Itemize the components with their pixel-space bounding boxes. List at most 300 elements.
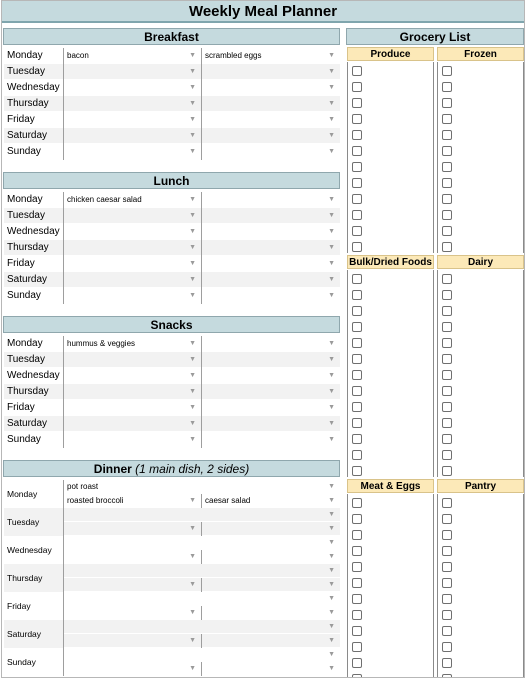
lunch-item-1-dropdown[interactable] (64, 256, 202, 272)
breakfast-item-2-dropdown[interactable] (202, 128, 340, 144)
checkbox-icon[interactable] (442, 594, 452, 604)
lunch-item-2-dropdown[interactable] (202, 272, 340, 288)
lunch-item-2-dropdown[interactable] (202, 288, 340, 304)
day-label: Friday (4, 592, 64, 620)
dinner-row-thursday (4, 564, 340, 592)
dropdown-arrow-icon[interactable]: ▼ (189, 525, 196, 532)
checkbox-icon[interactable] (442, 610, 452, 620)
checkbox-icon[interactable] (442, 322, 452, 332)
checkbox-icon[interactable] (352, 578, 362, 588)
day-label: Saturday (4, 620, 64, 648)
dinner-dishes (64, 564, 340, 592)
dropdown-arrow-icon[interactable]: ▼ (189, 68, 196, 75)
day-label: Friday (4, 112, 64, 128)
dropdown-value: caesar salad (205, 496, 251, 505)
side-dish-1-dropdown[interactable] (64, 550, 202, 564)
side-dish-1-dropdown[interactable] (64, 494, 202, 508)
main-dish-dropdown[interactable] (64, 648, 340, 662)
dinner-title: Dinner (93, 461, 132, 476)
dinner-row-wednesday (4, 536, 340, 564)
page-title: Weekly Meal Planner (2, 1, 524, 23)
dinner-sides-row (64, 606, 340, 620)
snacks-row-monday (4, 336, 340, 352)
lunch-row-thursday (4, 240, 340, 256)
checkbox-icon[interactable] (352, 498, 362, 508)
snacks-item-2-dropdown[interactable] (202, 416, 340, 432)
snacks-item-1-dropdown[interactable] (64, 400, 202, 416)
checkbox-icon[interactable] (352, 322, 362, 332)
dinner-dishes (64, 508, 340, 536)
checkbox-icon[interactable] (442, 290, 452, 300)
lunch-item-1-dropdown[interactable] (64, 208, 202, 224)
dropdown-arrow-icon[interactable]: ▼ (189, 497, 196, 504)
dropdown-arrow-icon[interactable]: ▼ (189, 404, 196, 411)
dropdown-arrow-icon[interactable]: ▼ (189, 196, 196, 203)
breakfast-item-2-dropdown[interactable] (202, 80, 340, 96)
breakfast-item-1-dropdown[interactable] (64, 144, 202, 160)
dropdown-arrow-icon[interactable]: ▼ (328, 84, 335, 91)
checkbox-icon[interactable] (442, 546, 452, 556)
checkbox-icon[interactable] (352, 450, 362, 460)
dropdown-arrow-icon[interactable]: ▼ (328, 567, 335, 574)
checkbox-icon[interactable] (352, 114, 362, 124)
category-name: Meat & Eggs (360, 480, 421, 492)
snacks-row-saturday (4, 416, 340, 432)
dinner-row-saturday (4, 620, 340, 648)
day-label: Tuesday (4, 352, 64, 368)
dropdown-arrow-icon[interactable]: ▼ (328, 623, 335, 630)
checkbox-icon[interactable] (352, 418, 362, 428)
meal-planner-sheet (1, 0, 525, 678)
checkbox-icon[interactable] (442, 642, 452, 652)
dropdown-arrow-icon[interactable]: ▼ (328, 52, 335, 59)
checkbox-icon[interactable] (442, 418, 452, 428)
dropdown-value: scrambled eggs (205, 51, 262, 60)
dropdown-value: bacon (67, 51, 89, 60)
dropdown-arrow-icon[interactable]: ▼ (328, 581, 335, 588)
dropdown-arrow-icon[interactable]: ▼ (189, 388, 196, 395)
checkbox-icon[interactable] (442, 226, 452, 236)
checkbox-icon[interactable] (352, 354, 362, 364)
dropdown-arrow-icon[interactable]: ▼ (189, 436, 196, 443)
snacks-item-2-dropdown[interactable] (202, 352, 340, 368)
checkbox-icon[interactable] (442, 530, 452, 540)
checkbox-icon[interactable] (352, 242, 362, 252)
dropdown-arrow-icon[interactable]: ▼ (328, 244, 335, 251)
category-header-produce (347, 47, 434, 61)
category-name: Pantry (464, 480, 497, 492)
checkbox-icon[interactable] (442, 114, 452, 124)
category-checklist-pantry (437, 494, 524, 677)
checkbox-icon[interactable] (442, 66, 452, 76)
dropdown-arrow-icon[interactable]: ▼ (328, 260, 335, 267)
snacks-item-1-dropdown[interactable] (64, 368, 202, 384)
grocery-title: Grocery List (399, 29, 471, 44)
dinner-main-row (64, 480, 340, 494)
dropdown-arrow-icon[interactable]: ▼ (189, 212, 196, 219)
side-dish-1-dropdown[interactable] (64, 634, 202, 648)
lunch-item-1-dropdown[interactable] (64, 240, 202, 256)
main-dish-dropdown[interactable] (64, 564, 340, 578)
dropdown-arrow-icon[interactable]: ▼ (328, 372, 335, 379)
category-header-meat-eggs (347, 479, 434, 493)
checkbox-icon[interactable] (352, 546, 362, 556)
breakfast-item-1-dropdown[interactable] (64, 96, 202, 112)
dropdown-arrow-icon[interactable]: ▼ (328, 356, 335, 363)
category-header-frozen (437, 47, 524, 61)
dropdown-arrow-icon[interactable]: ▼ (328, 637, 335, 644)
checkbox-icon[interactable] (442, 658, 452, 668)
day-label: Thursday (4, 384, 64, 400)
dropdown-arrow-icon[interactable]: ▼ (328, 497, 335, 504)
dropdown-arrow-icon[interactable]: ▼ (328, 436, 335, 443)
checkbox-icon[interactable] (442, 82, 452, 92)
dropdown-arrow-icon[interactable]: ▼ (328, 196, 335, 203)
checkbox-icon[interactable] (352, 626, 362, 636)
snacks-item-2-dropdown[interactable] (202, 336, 340, 352)
day-label: Monday (4, 192, 64, 208)
checkbox-icon[interactable] (352, 290, 362, 300)
dropdown-arrow-icon[interactable]: ▼ (328, 132, 335, 139)
dinner-sides-row (64, 522, 340, 536)
lunch-row-friday (4, 256, 340, 272)
dinner-row-friday (4, 592, 340, 620)
checkbox-icon[interactable] (352, 338, 362, 348)
breakfast-item-2-dropdown[interactable] (202, 48, 340, 64)
checkbox-icon[interactable] (352, 610, 362, 620)
checkbox-icon[interactable] (442, 130, 452, 140)
dropdown-arrow-icon[interactable]: ▼ (328, 525, 335, 532)
side-dish-1-dropdown[interactable] (64, 662, 202, 676)
checkbox-icon[interactable] (442, 370, 452, 380)
lunch-item-2-dropdown[interactable] (202, 256, 340, 272)
side-dish-2-dropdown[interactable] (202, 662, 340, 676)
dropdown-arrow-icon[interactable]: ▼ (189, 609, 196, 616)
dropdown-arrow-icon[interactable]: ▼ (189, 292, 196, 299)
dropdown-arrow-icon[interactable]: ▼ (328, 116, 335, 123)
snacks-item-2-dropdown[interactable] (202, 432, 340, 448)
dropdown-arrow-icon[interactable]: ▼ (189, 553, 196, 560)
checkbox-icon[interactable] (352, 658, 362, 668)
dinner-note: (1 main dish, 2 sides) (135, 461, 250, 476)
day-label: Wednesday (4, 224, 64, 240)
snacks-item-1-dropdown[interactable] (64, 416, 202, 432)
checkbox-icon[interactable] (442, 466, 452, 476)
checkbox-icon[interactable] (442, 162, 452, 172)
dinner-sides-row (64, 634, 340, 648)
checkbox-icon[interactable] (352, 178, 362, 188)
dropdown-arrow-icon[interactable]: ▼ (328, 553, 335, 560)
checkbox-icon[interactable] (352, 130, 362, 140)
breakfast-row-friday (4, 112, 340, 128)
day-label: Saturday (4, 272, 64, 288)
side-dish-2-dropdown[interactable] (202, 494, 340, 508)
checkbox-icon[interactable] (442, 498, 452, 508)
dropdown-arrow-icon[interactable]: ▼ (328, 148, 335, 155)
dinner-main-row (64, 508, 340, 522)
breakfast-row-monday (4, 48, 340, 64)
dropdown-arrow-icon[interactable]: ▼ (328, 595, 335, 602)
checkbox-icon[interactable] (442, 434, 452, 444)
category-name: Dairy (467, 256, 493, 268)
day-label: Thursday (4, 96, 64, 112)
dropdown-arrow-icon[interactable]: ▼ (189, 260, 196, 267)
checkbox-icon[interactable] (352, 82, 362, 92)
dropdown-value: hummus & veggies (67, 339, 136, 348)
dropdown-arrow-icon[interactable]: ▼ (189, 581, 196, 588)
snacks-row-thursday (4, 384, 340, 400)
day-label: Sunday (4, 144, 64, 160)
lunch-item-1-dropdown[interactable] (64, 272, 202, 288)
lunch-item-2-dropdown[interactable] (202, 192, 340, 208)
checkbox-icon[interactable] (442, 146, 452, 156)
snacks-item-1-dropdown[interactable] (64, 336, 202, 352)
breakfast-row-sunday (4, 144, 340, 160)
breakfast-row-tuesday (4, 64, 340, 80)
checkbox-icon[interactable] (352, 98, 362, 108)
day-label: Saturday (4, 128, 64, 144)
dropdown-arrow-icon[interactable]: ▼ (328, 228, 335, 235)
dinner-main-row (64, 592, 340, 606)
checkbox-icon[interactable] (442, 98, 452, 108)
dropdown-arrow-icon[interactable]: ▼ (189, 637, 196, 644)
category-name: Bulk/Dried Foods (349, 256, 432, 268)
day-label: Saturday (4, 416, 64, 432)
checkbox-icon[interactable] (352, 514, 362, 524)
dinner-dishes (64, 620, 340, 648)
checkbox-icon[interactable] (442, 578, 452, 588)
category-checklist-frozen (437, 62, 524, 253)
dropdown-arrow-icon[interactable]: ▼ (328, 651, 335, 658)
category-name: Frozen (464, 48, 497, 60)
snacks-header (3, 316, 340, 333)
dinner-header (3, 460, 340, 477)
dinner-main-row (64, 648, 340, 662)
dropdown-arrow-icon[interactable]: ▼ (189, 420, 196, 427)
breakfast-item-1-dropdown[interactable] (64, 80, 202, 96)
day-label: Monday (4, 480, 64, 508)
lunch-row-sunday (4, 288, 340, 304)
checkbox-icon[interactable] (442, 386, 452, 396)
checkbox-icon[interactable] (442, 194, 452, 204)
breakfast-item-2-dropdown[interactable] (202, 144, 340, 160)
snacks-item-2-dropdown[interactable] (202, 400, 340, 416)
breakfast-item-2-dropdown[interactable] (202, 96, 340, 112)
side-dish-1-dropdown[interactable] (64, 606, 202, 620)
day-label: Sunday (4, 288, 64, 304)
dropdown-arrow-icon[interactable]: ▼ (189, 340, 196, 347)
dropdown-arrow-icon[interactable]: ▼ (189, 276, 196, 283)
dropdown-arrow-icon[interactable]: ▼ (328, 404, 335, 411)
category-checklist-bulk-dried-foods (347, 270, 434, 477)
dropdown-arrow-icon[interactable]: ▼ (328, 539, 335, 546)
checkbox-icon[interactable] (352, 434, 362, 444)
dropdown-arrow-icon[interactable]: ▼ (328, 420, 335, 427)
checkbox-icon[interactable] (352, 562, 362, 572)
checkbox-icon[interactable] (442, 306, 452, 316)
dropdown-arrow-icon[interactable]: ▼ (189, 244, 196, 251)
checkbox-icon[interactable] (442, 514, 452, 524)
dropdown-value: roasted broccoli (67, 496, 124, 505)
side-dish-1-dropdown[interactable] (64, 522, 202, 536)
checkbox-icon[interactable] (352, 530, 362, 540)
dropdown-arrow-icon[interactable]: ▼ (189, 84, 196, 91)
dropdown-arrow-icon[interactable]: ▼ (189, 148, 196, 155)
dropdown-arrow-icon[interactable]: ▼ (328, 340, 335, 347)
breakfast-item-1-dropdown[interactable] (64, 64, 202, 80)
dinner-main-row (64, 564, 340, 578)
snacks-item-1-dropdown[interactable] (64, 352, 202, 368)
lunch-row-saturday (4, 272, 340, 288)
dropdown-arrow-icon[interactable]: ▼ (328, 212, 335, 219)
category-checklist-produce (347, 62, 434, 253)
category-name: Produce (370, 48, 411, 60)
checkbox-icon[interactable] (442, 338, 452, 348)
dropdown-arrow-icon[interactable]: ▼ (189, 228, 196, 235)
breakfast-item-1-dropdown[interactable] (64, 48, 202, 64)
checkbox-icon[interactable] (442, 242, 452, 252)
dinner-dishes (64, 648, 340, 676)
category-header-bulk-dried-foods (347, 255, 434, 269)
lunch-item-1-dropdown[interactable] (64, 224, 202, 240)
breakfast-item-2-dropdown[interactable] (202, 112, 340, 128)
snacks-item-2-dropdown[interactable] (202, 384, 340, 400)
side-dish-2-dropdown[interactable] (202, 578, 340, 592)
main-dish-dropdown[interactable] (64, 592, 340, 606)
day-label: Wednesday (4, 536, 64, 564)
main-dish-dropdown[interactable] (64, 480, 340, 494)
snacks-row-sunday (4, 432, 340, 448)
lunch-row-tuesday (4, 208, 340, 224)
checkbox-icon[interactable] (352, 194, 362, 204)
checkbox-icon[interactable] (352, 466, 362, 476)
dinner-sides-row (64, 662, 340, 676)
dropdown-arrow-icon[interactable]: ▼ (189, 372, 196, 379)
dinner-dishes (64, 480, 340, 508)
checkbox-icon[interactable] (442, 674, 452, 678)
dropdown-arrow-icon[interactable]: ▼ (328, 100, 335, 107)
lunch-item-2-dropdown[interactable] (202, 240, 340, 256)
snacks-item-1-dropdown[interactable] (64, 384, 202, 400)
checkbox-icon[interactable] (352, 642, 362, 652)
main-dish-dropdown[interactable] (64, 536, 340, 550)
checkbox-icon[interactable] (352, 306, 362, 316)
breakfast-title: Breakfast (144, 29, 199, 44)
dropdown-arrow-icon[interactable]: ▼ (189, 356, 196, 363)
checkbox-icon[interactable] (442, 178, 452, 188)
day-label: Tuesday (4, 508, 64, 536)
checkbox-icon[interactable] (352, 162, 362, 172)
main-dish-dropdown[interactable] (64, 620, 340, 634)
checkbox-icon[interactable] (352, 594, 362, 604)
category-checklist-meat-eggs (347, 494, 434, 677)
checkbox-icon[interactable] (352, 226, 362, 236)
dropdown-arrow-icon[interactable]: ▼ (328, 511, 335, 518)
dropdown-arrow-icon[interactable]: ▼ (328, 388, 335, 395)
lunch-header (3, 172, 340, 189)
lunch-row-wednesday (4, 224, 340, 240)
dinner-main-row (64, 536, 340, 550)
lunch-title: Lunch (153, 173, 190, 188)
checkbox-icon[interactable] (442, 626, 452, 636)
snacks-row-friday (4, 400, 340, 416)
checkbox-icon[interactable] (352, 674, 362, 678)
dropdown-arrow-icon[interactable]: ▼ (328, 483, 335, 490)
day-label: Monday (4, 336, 64, 352)
day-label: Monday (4, 48, 64, 64)
dropdown-arrow-icon[interactable]: ▼ (328, 276, 335, 283)
checkbox-icon[interactable] (352, 386, 362, 396)
snacks-title: Snacks (150, 317, 193, 332)
dropdown-arrow-icon[interactable]: ▼ (328, 665, 335, 672)
snacks-row-wednesday (4, 368, 340, 384)
checkbox-icon[interactable] (352, 210, 362, 220)
side-dish-2-dropdown[interactable] (202, 550, 340, 564)
breakfast-header (3, 28, 340, 45)
snacks-item-2-dropdown[interactable] (202, 368, 340, 384)
dropdown-arrow-icon[interactable]: ▼ (189, 665, 196, 672)
side-dish-2-dropdown[interactable] (202, 522, 340, 536)
dropdown-value: chicken caesar salad (67, 195, 142, 204)
dropdown-value: pot roast (67, 482, 99, 491)
checkbox-icon[interactable] (352, 274, 362, 284)
category-header-pantry (437, 479, 524, 493)
checkbox-icon[interactable] (352, 146, 362, 156)
checkbox-icon[interactable] (352, 66, 362, 76)
breakfast-item-1-dropdown[interactable] (64, 112, 202, 128)
breakfast-item-1-dropdown[interactable] (64, 128, 202, 144)
dropdown-arrow-icon[interactable]: ▼ (189, 116, 196, 123)
day-label: Wednesday (4, 80, 64, 96)
dropdown-arrow-icon[interactable]: ▼ (328, 292, 335, 299)
side-dish-2-dropdown[interactable] (202, 634, 340, 648)
lunch-item-2-dropdown[interactable] (202, 224, 340, 240)
lunch-item-1-dropdown[interactable] (64, 192, 202, 208)
dropdown-arrow-icon[interactable]: ▼ (328, 609, 335, 616)
checkbox-icon[interactable] (352, 402, 362, 412)
dropdown-arrow-icon[interactable]: ▼ (328, 68, 335, 75)
snacks-item-1-dropdown[interactable] (64, 432, 202, 448)
dropdown-arrow-icon[interactable]: ▼ (189, 100, 196, 107)
day-label: Sunday (4, 432, 64, 448)
dinner-sides-row (64, 550, 340, 564)
main-dish-dropdown[interactable] (64, 508, 340, 522)
lunch-item-1-dropdown[interactable] (64, 288, 202, 304)
day-label: Tuesday (4, 64, 64, 80)
snacks-row-tuesday (4, 352, 340, 368)
lunch-item-2-dropdown[interactable] (202, 208, 340, 224)
side-dish-2-dropdown[interactable] (202, 606, 340, 620)
dinner-sides-row (64, 578, 340, 592)
checkbox-icon[interactable] (442, 354, 452, 364)
checkbox-icon[interactable] (442, 562, 452, 572)
dinner-dishes (64, 592, 340, 620)
checkbox-icon[interactable] (442, 450, 452, 460)
checkbox-icon[interactable] (442, 210, 452, 220)
day-label: Friday (4, 400, 64, 416)
checkbox-icon[interactable] (442, 402, 452, 412)
side-dish-1-dropdown[interactable] (64, 578, 202, 592)
checkbox-icon[interactable] (352, 370, 362, 380)
breakfast-row-wednesday (4, 80, 340, 96)
breakfast-item-2-dropdown[interactable] (202, 64, 340, 80)
dropdown-arrow-icon[interactable]: ▼ (189, 52, 196, 59)
dinner-row-tuesday (4, 508, 340, 536)
checkbox-icon[interactable] (442, 274, 452, 284)
day-label: Thursday (4, 564, 64, 592)
category-header-dairy (437, 255, 524, 269)
dropdown-arrow-icon[interactable]: ▼ (189, 132, 196, 139)
